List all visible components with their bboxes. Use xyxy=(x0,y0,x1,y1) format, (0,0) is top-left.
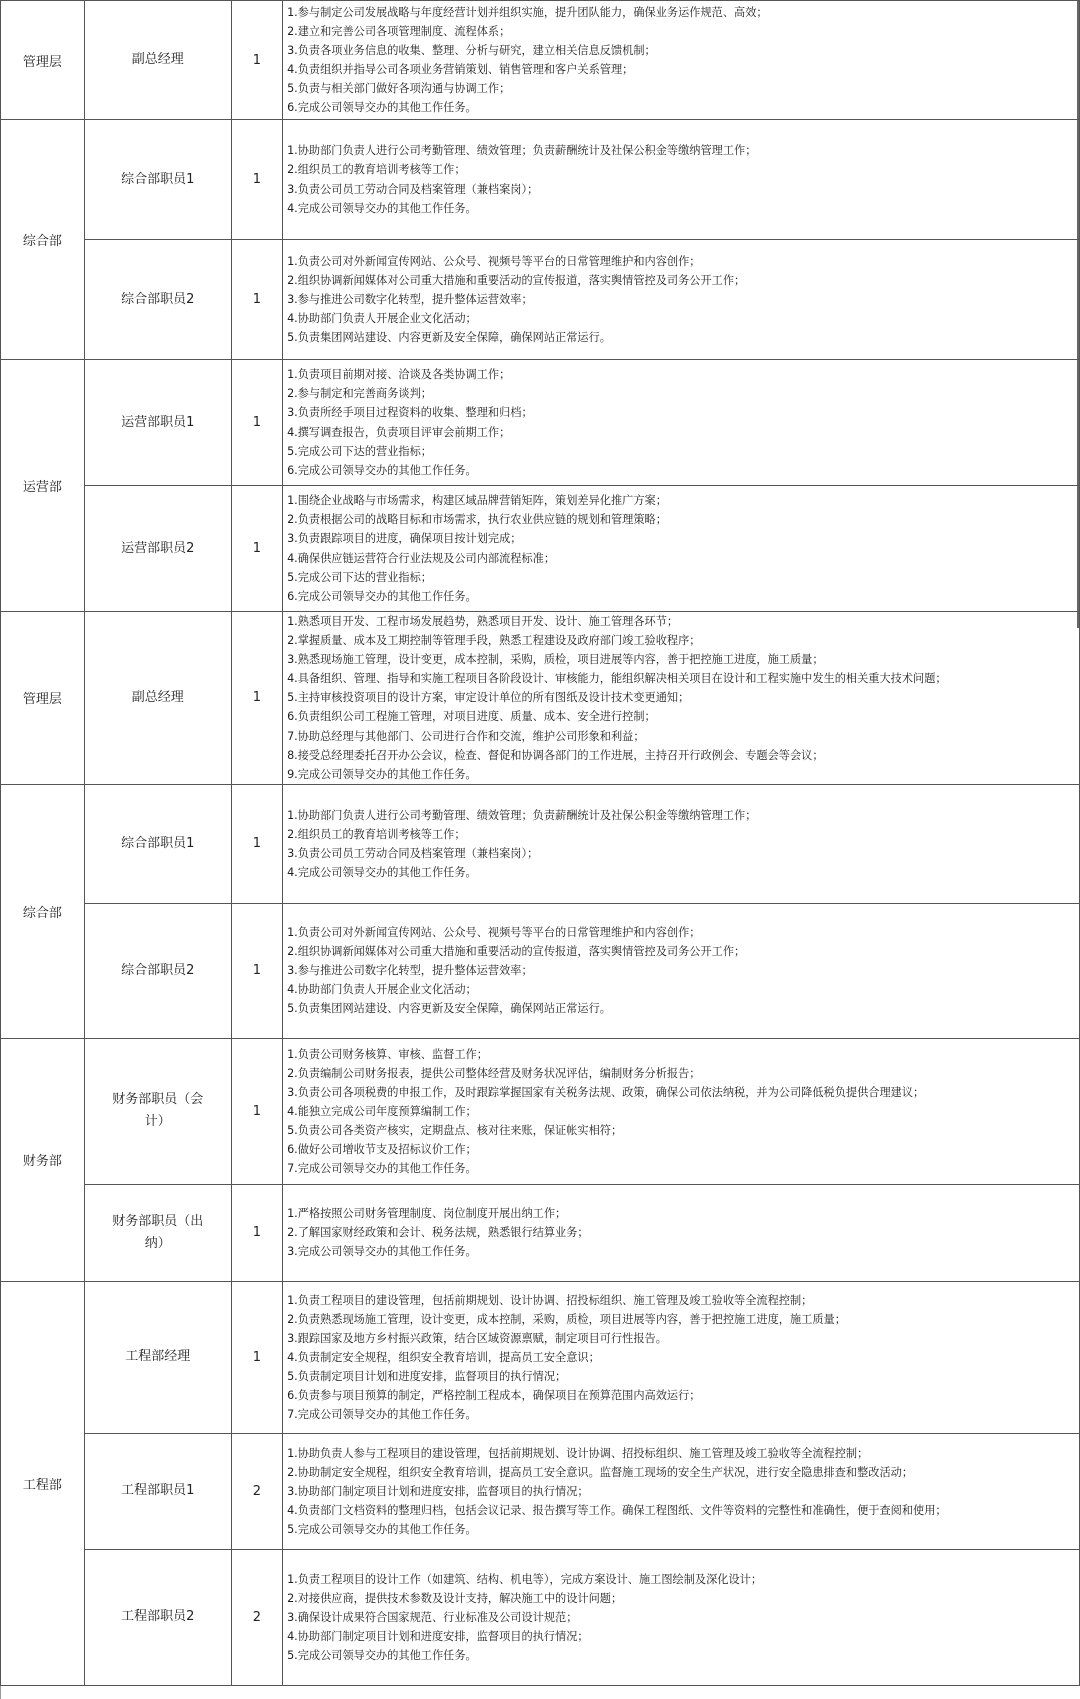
duties-cell xyxy=(283,784,1080,903)
duty-line: 2.组织协调新闻媒体对公司重大措施和重要活动的宣传报道，落实舆情管控及司务公开工作； xyxy=(287,945,746,959)
headcount-cell: 1 xyxy=(231,1184,282,1281)
position-cell xyxy=(84,120,231,240)
duty-line: 4.协助部门制定项目计划和进度安排，监督项目的执行情况； xyxy=(287,1629,589,1643)
duty-line: 4.协助部门负责人开展企业文化活动； xyxy=(287,312,477,326)
position-label: 财务部职员（出纳） xyxy=(112,1213,204,1251)
dept-cell: 运营部 xyxy=(1,360,85,612)
position-cell xyxy=(84,1281,231,1433)
duty-line: 7.完成公司领导交办的其他工作任务。 xyxy=(287,1162,477,1176)
duty-line: 4.完成公司领导交办的其他工作任务。 xyxy=(287,865,477,879)
duties-cell xyxy=(283,612,1080,785)
duty-line: 9.完成公司领导交办的其他工作任务。 xyxy=(287,767,477,781)
position-label: 综合部职员1 xyxy=(121,835,195,851)
duty-line: 5.负责公司各类资产核实，定期盘点、核对往来账，保证帐实相符； xyxy=(287,1123,623,1137)
headcount-cell: 1 xyxy=(231,486,282,612)
position-cell xyxy=(84,1038,231,1184)
headcount-cell: 2 xyxy=(231,1549,282,1685)
headcount-cell: 1 xyxy=(231,360,282,486)
position-cell xyxy=(84,1184,231,1281)
dept-cell: 财务部 xyxy=(1,1038,85,1281)
table-row xyxy=(1,612,1080,785)
headcount-cell: 1 xyxy=(231,784,282,903)
duty-line: 1.负责工程项目的设计工作（如建筑、结构、机电等），完成方案设计、施工图绘制及深化设计； xyxy=(287,1572,763,1586)
duty-line: 1.熟悉项目开发、工程市场发展趋势，熟悉项目开发、设计、施工管理各环节； xyxy=(287,615,679,628)
table-row xyxy=(1,903,1080,1038)
table-row xyxy=(1,784,1080,903)
duty-line: 5.负责制定项目计划和进度安排，监督项目的执行情况； xyxy=(287,1369,567,1383)
headcount-cell: 1 xyxy=(231,903,282,1038)
duty-line: 5.完成公司领导交办的其他工作任务。 xyxy=(287,1522,477,1536)
table-row xyxy=(1,486,1080,612)
duty-line: 3.负责公司各项税费的申报工作，及时跟踪掌握国家有关税务法规、政策，确保公司依法纳税，并为公司降低税负提供合理建议； xyxy=(287,1085,925,1099)
position-cell xyxy=(84,486,231,612)
duties-cell xyxy=(283,1549,1080,1685)
position-label: 工程部职员2 xyxy=(121,1609,195,1625)
duty-line: 6.做好公司增收节支及招标议价工作； xyxy=(287,1142,477,1156)
duty-line: 4.撰写调查报告，负责项目评审会前期工作； xyxy=(287,425,511,439)
duties-cell xyxy=(283,903,1080,1038)
table-row xyxy=(1,1549,1080,1685)
headcount-cell: 1 xyxy=(231,1281,282,1433)
position-label: 副总经理 xyxy=(131,52,184,67)
position-label: 工程部职员1 xyxy=(121,1483,195,1499)
duty-line: 6.负责组织公司工程施工管理，对项目进度、质量、成本、安全进行控制； xyxy=(287,710,656,724)
duty-line: 1.协助负责人参与工程项目的建设管理，包括前期规划、设计协调、招投标组织、施工管理及竣工验收等全流程控制； xyxy=(287,1446,869,1460)
position-cell xyxy=(84,1549,231,1685)
duty-line: 3.熟悉现场施工管理，设计变更，成本控制，采购，质检，项目进展等内容，善于把控施工进度，施工质量； xyxy=(287,653,824,667)
duty-line: 3.确保设计成果符合国家规范、行业标准及公司设计规范； xyxy=(287,1610,578,1624)
duty-line: 6.完成公司领导交办的其他工作任务。 xyxy=(287,589,477,603)
headcount-cell: 1 xyxy=(231,1038,282,1184)
duty-line: 1.负责公司对外新闻宣传网站、公众号、视频号等平台的日常管理维护和内容创作； xyxy=(287,254,701,268)
table-row xyxy=(1,240,1080,360)
duty-line: 2.掌握质量、成本及工期控制等管理手段，熟悉工程建设及政府部门竣工验收程序； xyxy=(287,634,701,648)
headcount-cell: 1 xyxy=(231,612,282,785)
duty-line: 1.负责公司财务核算、审核、监督工作； xyxy=(287,1047,488,1061)
duties-cell xyxy=(283,240,1080,360)
duty-line: 4.负责部门文档资料的整理归档，包括会议记录、报告撰写等工作。确保工程图纸、文件等资料的完整性和准确性，便于查阅和使用； xyxy=(287,1503,947,1517)
dept-cell: 综合部 xyxy=(1,120,85,360)
table-row xyxy=(1,120,1080,240)
position-cell xyxy=(84,1,231,120)
duty-line: 2.负责根据公司的战略目标和市场需求，执行农业供应链的规划和管理策略； xyxy=(287,513,667,527)
table-row xyxy=(1,1433,1080,1549)
duties-cell xyxy=(283,1281,1080,1433)
position-cell xyxy=(84,612,231,785)
duty-line: 5.主持审核投资项目的设计方案，审定设计单位的所有图纸及设计技术变更通知； xyxy=(287,691,690,705)
headcount-cell: 2 xyxy=(231,1433,282,1549)
duty-line: 1.严格按照公司财务管理制度、岗位制度开展出纳工作； xyxy=(287,1207,567,1221)
duty-line: 4.完成公司领导交办的其他工作任务。 xyxy=(287,201,477,215)
position-cell xyxy=(84,784,231,903)
duty-line: 6.负责参与项目预算的制定，严格控制工程成本，确保项目在预算范围内高效运行； xyxy=(287,1388,701,1402)
duty-line: 1.围绕企业战略与市场需求，构建区域品牌营销矩阵，策划差异化推广方案； xyxy=(287,494,667,508)
headcount-cell: 1 xyxy=(231,1,282,120)
duties-cell xyxy=(283,120,1080,240)
duty-line: 2.负责编制公司财务报表，提供公司整体经营及财务状况评估，编制财务分析报告； xyxy=(287,1066,701,1080)
duty-line: 1.负责项目前期对接、洽谈及各类协调工作； xyxy=(287,368,511,382)
duty-line: 1.协助部门负责人进行公司考勤管理、绩效管理；负责薪酬统计及社保公积金等缴纳管理工作； xyxy=(287,808,757,822)
duty-line: 3.负责各项业务信息的收集、整理、分析与研究，建立相关信息反馈机制； xyxy=(287,43,656,57)
headcount-cell: 1 xyxy=(231,120,282,240)
duty-line: 8.接受总经理委托召开办公会议，检查、督促和协调各部门的工作进展，主持召开行政例会、专题会等会议； xyxy=(287,748,824,762)
position-label: 工程部经理 xyxy=(125,1349,191,1365)
duty-line: 1.负责工程项目的建设管理，包括前期规划、设计协调、招投标组织、施工管理及竣工验收等全流程控制； xyxy=(287,1293,813,1307)
dept-cell: 管理层 xyxy=(1,612,85,785)
duty-line: 3.负责公司员工劳动合同及档案管理（兼档案岗）； xyxy=(287,182,539,196)
position-cell xyxy=(84,360,231,486)
position-label: 综合部职员2 xyxy=(121,962,195,978)
duty-line: 6.完成公司领导交办的其他工作任务。 xyxy=(287,463,477,477)
duty-line: 4.负责制定安全规程，组织安全教育培训，提高员工安全意识； xyxy=(287,1350,600,1364)
table-row xyxy=(1,1038,1080,1184)
position-label: 运营部职员2 xyxy=(121,540,195,556)
table-row xyxy=(1,360,1080,486)
duty-line: 3.协助部门制定项目计划和进度安排，监督项目的执行情况； xyxy=(287,1484,589,1498)
position-cell xyxy=(84,1433,231,1549)
position-label: 综合部职员1 xyxy=(121,171,195,187)
duties-cell xyxy=(283,1,1080,120)
duties-cell xyxy=(283,1184,1080,1281)
table-row xyxy=(1,1,1080,120)
duty-line: 4.协助部门负责人开展企业文化活动； xyxy=(287,983,477,997)
duty-line: 2.组织协调新闻媒体对公司重大措施和重要活动的宣传报道，落实舆情管控及司务公开工作； xyxy=(287,273,746,287)
table-row xyxy=(1,1184,1080,1281)
duty-line: 2.对接供应商，提供技术参数及设计支持，解决施工中的设计问题； xyxy=(287,1591,623,1605)
duty-line: 4.确保供应链运营符合行业法规及公司内部流程标准； xyxy=(287,551,556,565)
duty-line: 3.跟踪国家及地方乡村振兴政策，结合区域资源禀赋，制定项目可行性报告。 xyxy=(287,1331,667,1345)
duty-line: 3.负责公司员工劳动合同及档案管理（兼档案岗）； xyxy=(287,846,539,860)
duty-line: 2.负责熟悉现场施工管理，设计变更，成本控制，采购，质检，项目进展等内容，善于把控施工进度，施工质量； xyxy=(287,1312,846,1326)
position-cell xyxy=(84,903,231,1038)
duty-line: 2.组织员工的教育培训考核等工作； xyxy=(287,163,466,177)
duty-line: 1.协助部门负责人进行公司考勤管理、绩效管理；负责薪酬统计及社保公积金等缴纳管理工作； xyxy=(287,144,757,158)
duty-line: 7.协助总经理与其他部门、公司进行合作和交流，维护公司形象和利益； xyxy=(287,729,645,743)
duty-line: 7.完成公司领导交办的其他工作任务。 xyxy=(287,1408,477,1422)
duty-line: 3.完成公司领导交办的其他工作任务。 xyxy=(287,1245,477,1259)
duty-line: 2.了解国家财经政策和会计、税务法规，熟悉银行结算业务； xyxy=(287,1226,589,1240)
duty-line: 3.参与推进公司数字化转型，提升整体运营效率； xyxy=(287,292,533,306)
duty-line: 1.参与制定公司发展战略与年度经营计划并组织实施，提升团队能力，确保业务运作规范、高效； xyxy=(287,5,768,19)
duties-cell xyxy=(283,1038,1080,1184)
duties-cell xyxy=(283,1433,1080,1549)
dept-cell: 综合部 xyxy=(1,784,85,1038)
duty-line: 6.完成公司领导交办的其他工作任务。 xyxy=(287,101,477,115)
table-row xyxy=(1,1281,1080,1433)
duty-line: 3.负责所经手项目过程资料的收集、整理和归档； xyxy=(287,406,533,420)
duty-line: 2.协助制定安全规程，组织安全教育培训，提高员工安全意识。监督施工现场的安全生产状况，进行安全隐患排查和整改活动； xyxy=(287,1465,914,1479)
duty-line: 4.具备组织、管理、指导和实施工程项目各阶段设计、审核能力，能组织解决相关项目在设计和工程实施中发生的相关重大技术问题； xyxy=(287,672,947,686)
duty-line: 5.完成公司下达的营业指标； xyxy=(287,444,432,458)
dept-cell: 管理层 xyxy=(1,1,85,120)
duty-line: 5.完成公司领导交办的其他工作任务。 xyxy=(287,1648,477,1662)
duty-line: 2.组织员工的教育培训考核等工作； xyxy=(287,827,466,841)
duty-line: 3.负责跟踪项目的进度，确保项目按计划完成； xyxy=(287,532,522,546)
duty-line: 4.负责组织并指导公司各项业务营销策划、销售管理和客户关系管理； xyxy=(287,63,634,76)
duty-line: 2.建立和完善公司各项管理制度、流程体系； xyxy=(287,24,511,38)
headcount-cell: 1 xyxy=(231,240,282,360)
duty-line: 5.完成公司下达的营业指标； xyxy=(287,570,432,584)
duty-line: 5.负责集团网站建设、内容更新及安全保障，确保网站正常运行。 xyxy=(287,1002,611,1016)
position-label: 财务部职员（会计） xyxy=(112,1092,204,1130)
position-label: 运营部职员1 xyxy=(121,414,195,430)
duties-cell xyxy=(283,360,1080,486)
duty-line: 4.能独立完成公司年度预算编制工作； xyxy=(287,1104,477,1118)
position-label: 副总经理 xyxy=(131,689,184,705)
duty-line: 3.参与推进公司数字化转型，提升整体运营效率； xyxy=(287,964,533,978)
duties-cell xyxy=(283,486,1080,612)
duty-line: 5.负责集团网站建设、内容更新及安全保障，确保网站正常运行。 xyxy=(287,331,611,345)
position-cell xyxy=(84,240,231,360)
duty-line: 2.参与制定和完善商务谈判； xyxy=(287,387,432,401)
dept-cell: 工程部 xyxy=(1,1281,85,1685)
duty-line: 1.负责公司对外新闻宣传网站、公众号、视频号等平台的日常管理维护和内容创作； xyxy=(287,926,701,940)
position-label: 综合部职员2 xyxy=(121,291,195,307)
duty-line: 5.负责与相关部门做好各项沟通与协调工作； xyxy=(287,82,511,96)
